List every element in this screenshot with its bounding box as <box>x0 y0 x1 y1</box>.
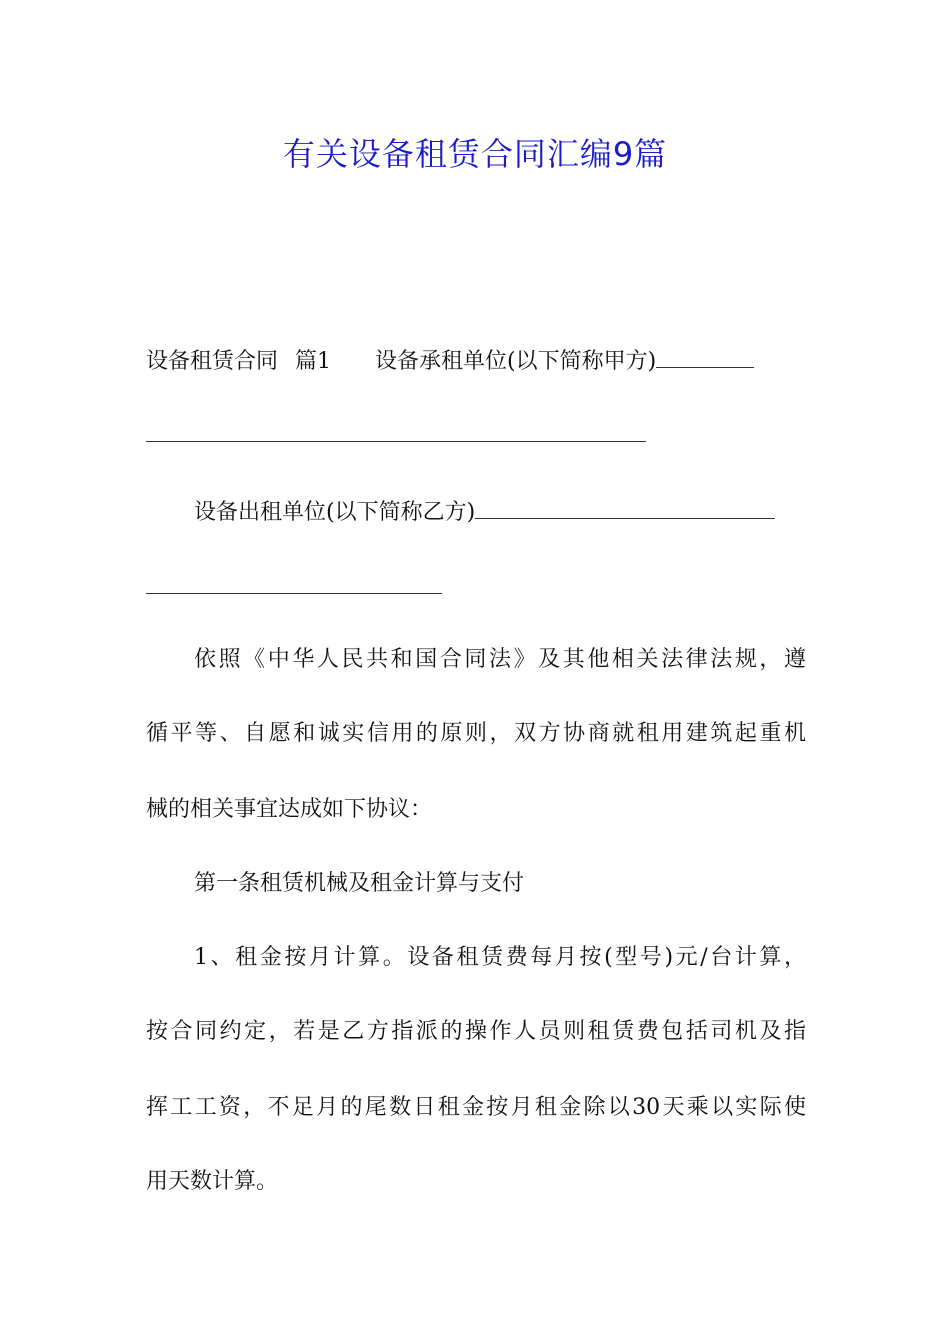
lessee-label: 设备承租单位(以下简称甲方) <box>375 349 657 374</box>
heading-label: 设备租赁合同 <box>146 349 279 374</box>
para1-line-3: 械的相关事宜达成如下协议： <box>146 797 433 822</box>
heading-line <box>146 345 806 377</box>
para2-line-3: 挥工工资，不足月的尾数日租金按月租金除以30天乘以实际使 <box>146 1095 806 1120</box>
article1-title: 第一条租赁机械及租金计算与支付 <box>194 871 525 896</box>
para2-line-4: 用天数计算。 <box>146 1169 279 1194</box>
document-title: 有关设备租赁合同汇编9篇 <box>282 135 668 173</box>
lessor-continuation-rule <box>146 593 442 594</box>
heading-part: 篇1 <box>295 349 332 374</box>
para1-line-1: 依照《中华人民共和国合同法》及其他相关法律法规，遵 <box>194 647 806 672</box>
lessor-blank <box>475 496 775 519</box>
lessee-continuation-rule <box>146 441 646 442</box>
lessor-line <box>194 496 806 528</box>
lessee-blank <box>656 345 754 368</box>
lessor-label: 设备出租单位(以下简称乙方) <box>194 500 476 525</box>
para2-line-1: 1、租金按月计算。设备租赁费每月按(型号)元/台计算， <box>194 945 806 970</box>
para1-line-2: 循平等、自愿和诚实信用的原则，双方协商就租用建筑起重机 <box>146 721 806 746</box>
para2-line-2: 按合同约定，若是乙方指派的操作人员则租赁费包括司机及指 <box>146 1019 806 1044</box>
